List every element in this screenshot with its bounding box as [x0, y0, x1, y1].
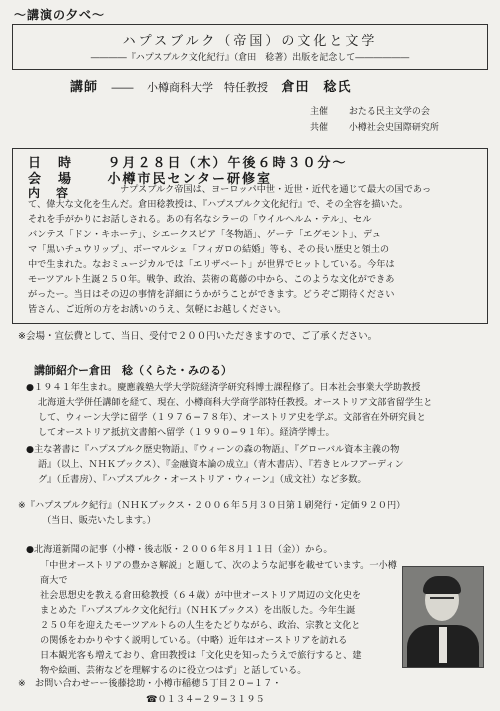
book-note-line: （当日、販売いたします。）: [42, 515, 157, 526]
books-line: グ』（丘書房）、『ハプスブルク・オーストリア・ウィーン』（成文社）など多数。: [38, 474, 367, 485]
contact-line-1: ※ お問い合わせーー後藤捻助・小樽市稲穂５丁目２０−１７・: [18, 678, 282, 689]
title-box: [12, 24, 488, 70]
bio-line: してオーストリア抵抗文書館へ留学（１９９０−９１年）。経済学博士。: [38, 427, 335, 438]
speaker-name: 倉田 稔氏: [281, 80, 352, 95]
photo-tie: [439, 627, 447, 663]
description-line: ナプスブルク帝国は、ヨーロッパ中世・近世・近代を通じて最大の国であっ: [120, 184, 432, 195]
article-line: 社会思想史を教える倉田稔教授（６４歳）が中世オーストリア周辺の文化史を: [40, 590, 362, 601]
description-line: 中で生まれた。なおミュージカルでは「エリザベート」が世界でヒットしている。今年は: [28, 259, 395, 270]
bio-line: して、ウィーン大学に留学（１９７６−７８年）、オーストリア史を学ぶ。文部省在外研究員と: [38, 412, 426, 423]
co-organizer-value: 小樽社会史国際研究所: [348, 123, 439, 133]
books-line: 語』（以上、ＮＨＫブックス）、『金融資本論の成立』（青木書店）、『若きヒルフアーディン: [38, 459, 404, 470]
description-line: バンテス「ドン・キホーテ」、シエークスピア「冬物語」、ゲーテ「エグモント」、デュ: [28, 229, 381, 240]
bio-line: ●１９４１年生まれ。慶應義塾大学大学院経済学研究科博士課程修了。日本社会事業大学助教授: [26, 382, 421, 393]
speaker-affiliation: 小樽商科大学 特任教授: [147, 81, 269, 94]
event-title: ハプスブルク（帝国）の文化と文学: [122, 34, 378, 49]
article-line: 日本観光客も増えており、倉田教授は「文化史を知ったうえで旅行すると、建: [40, 650, 362, 661]
venue-label: 会 場: [28, 172, 74, 187]
photo-hair: [423, 576, 461, 594]
article-line: 物や絵画、芸術などを理解するのに役立つはず」と話している。: [40, 665, 307, 676]
books-line: ●主な著書に『ハプスブルク歴史物語』、『ウィーンの森の物語』、『グローバル資本主義の物: [26, 444, 400, 455]
book-note-line: ※『ハプスブルク紀行』（ＮＨＫブックス・２００６年５月３０日第１刷発行・定価９２０円）: [18, 500, 406, 511]
description-line: 皆さん、ご近所の方をお誘いのうえ、気軽にお越しください。: [28, 304, 287, 315]
description-line: モーツアルト生誕２５０年。戦争、政治、芸術の葛藤の中から、このような文化ができあ: [28, 274, 395, 285]
co-organizer-row: [310, 120, 439, 133]
article-body: [40, 558, 400, 678]
speaker-photo: [402, 566, 484, 668]
article-line: ２５０年を迎えたモーツアルトらの人生をたどりながら、政治、宗教と文化と: [40, 620, 361, 631]
article-line: の関係をわかりやすく説明している。（中略）近年はオーストリアを訪れる: [40, 635, 348, 646]
article-line: まとめた『ハプスブルク文化紀行』（ＮＨＫブックス）を出版した。今年生誕: [40, 605, 356, 616]
content-label: 内 容: [28, 186, 71, 200]
photo-glasses: [430, 597, 454, 605]
organizer-value: おたる民主文学の会: [348, 107, 430, 117]
speaker-dash: ――: [111, 81, 134, 94]
article-heading: ●北海道新聞の記事（小樽・後志版・２００６年８月１１日（金））から。: [26, 544, 333, 555]
description-line: それを手がかりにお話しされる。あの有名なシラーの「ウイルヘルム・テル」、セル: [28, 214, 372, 225]
event-header: 〜講演の夕べ〜: [14, 8, 106, 22]
profile-heading: 講師紹介ー倉田 稔（くらた・みのる）: [34, 364, 232, 377]
bio-line: 北海道大学併任講師を経て、現在、小樽商科大学商学部特任教授。オーストリア文部省留学生と: [38, 397, 433, 408]
contact-phone: ☎０１３４−２９−３１９５: [146, 694, 265, 705]
speaker-label: 講師: [70, 80, 99, 95]
speaker-line: [70, 76, 352, 95]
description-line: がったー。当日はその辺の事情を詳細にうかがうことができます。どうぞご期待ください: [28, 289, 395, 300]
organizer-row: [310, 104, 430, 117]
description-line: て、偉大な文化を生んだ。倉田稔教授は、『ハプスブルク文化紀行』で、その全容を描いた。: [28, 199, 408, 210]
event-subtitle: ――――『ハプスブルク文化紀行』（倉田 稔著）出版を記念して――――――: [90, 53, 410, 63]
venue-value: 小樽市民センター研修室: [107, 172, 273, 187]
date-label: 日 時: [28, 156, 74, 171]
organizer-key: 主催: [310, 107, 329, 117]
article-line: 「中世オーストリアの豊かさ解説」と題して、次のような記事を載せています。一小樽商大で: [40, 560, 397, 586]
date-value: ９月２８日（木）午後６時３０分〜: [107, 156, 348, 171]
book-note: [18, 498, 405, 528]
fee-note: ※会場・宣伝費として、当日、受付で２００円いただきますので、ご了承ください。: [18, 331, 378, 342]
co-organizer-key: 共催: [310, 123, 329, 133]
description-line: マ「黒いチュウリップ」、ボーマルシェ「フィガロの結婚」等も、その長い歴史と領土の: [28, 244, 390, 255]
profile-bio: [26, 380, 486, 487]
